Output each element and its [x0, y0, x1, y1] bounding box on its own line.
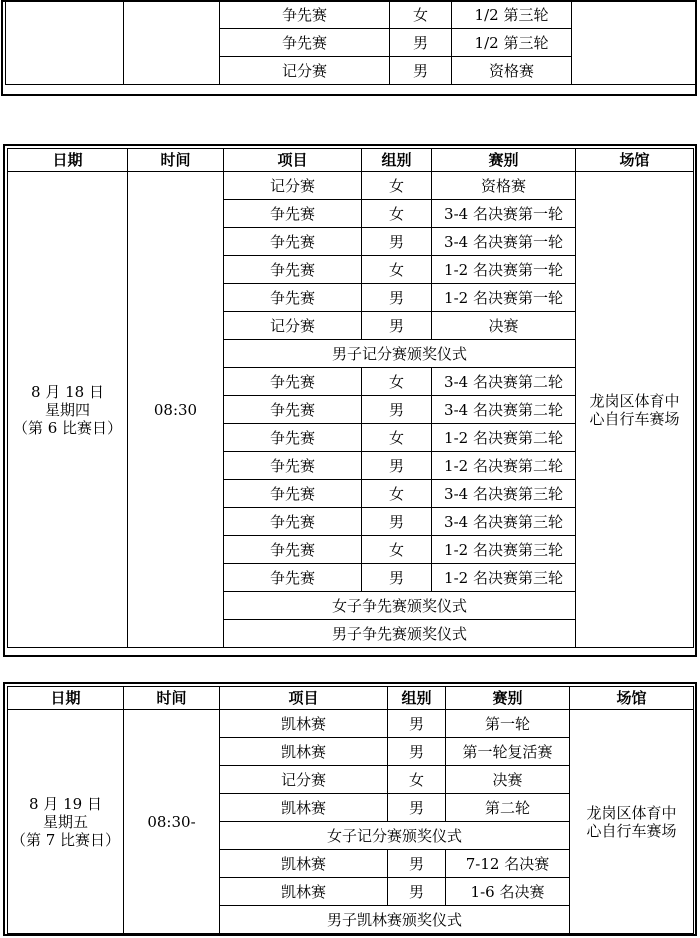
header-date: 日期 [8, 687, 124, 710]
event-cell: 争先赛 [224, 228, 362, 256]
group-cell: 男 [362, 452, 432, 480]
round-cell: 3-4 名决赛第一轮 [432, 200, 576, 228]
round-cell: 3-4 名决赛第三轮 [432, 480, 576, 508]
ceremony-cell: 男子记分赛颁奖仪式 [224, 340, 576, 368]
event-cell: 争先赛 [224, 508, 362, 536]
ceremony-cell: 女子记分赛颁奖仪式 [220, 822, 570, 850]
event-cell: 争先赛 [224, 424, 362, 452]
group-cell: 男 [390, 29, 452, 57]
round-cell: 第一轮复活赛 [446, 738, 570, 766]
group-cell: 女 [390, 1, 452, 29]
group-cell: 女 [388, 766, 446, 794]
group-cell: 男 [390, 57, 452, 85]
group-cell: 女 [362, 172, 432, 200]
round-cell: 1-2 名决赛第二轮 [432, 424, 576, 452]
date-cell [6, 1, 124, 85]
event-cell: 争先赛 [224, 284, 362, 312]
date-cell: 8 月 18 日 星期四 （第 6 比赛日） [8, 172, 128, 648]
event-cell: 凯林赛 [220, 738, 388, 766]
group-cell: 男 [362, 284, 432, 312]
round-cell: 决赛 [432, 312, 576, 340]
table-row [8, 710, 694, 738]
round-cell: 3-4 名决赛第二轮 [432, 396, 576, 424]
event-cell: 记分赛 [224, 172, 362, 200]
round-cell: 第二轮 [446, 794, 570, 822]
group-cell: 男 [362, 228, 432, 256]
event-cell: 凯林赛 [220, 794, 388, 822]
group-cell: 男 [362, 564, 432, 592]
venue-cell [572, 1, 696, 85]
time-cell: 08:30- [124, 710, 220, 934]
header-time: 时间 [128, 149, 224, 172]
header-row [8, 687, 694, 710]
round-cell: 1-2 名决赛第一轮 [432, 284, 576, 312]
event-cell: 凯林赛 [220, 710, 388, 738]
group-cell: 男 [388, 738, 446, 766]
event-cell: 争先赛 [224, 536, 362, 564]
venue-cell: 龙岗区体育中 心自行车赛场 [570, 710, 694, 934]
group-cell: 男 [388, 794, 446, 822]
group-cell: 女 [362, 536, 432, 564]
group-cell: 女 [362, 256, 432, 284]
header-venue: 场馆 [576, 149, 694, 172]
event-cell: 争先赛 [224, 200, 362, 228]
event-cell: 凯林赛 [220, 878, 388, 906]
event-cell: 记分赛 [220, 766, 388, 794]
event-cell: 记分赛 [220, 57, 390, 85]
header-row [8, 149, 694, 172]
round-cell: 资格赛 [432, 172, 576, 200]
group-cell: 男 [362, 396, 432, 424]
event-cell: 凯林赛 [220, 850, 388, 878]
group-cell: 男 [388, 710, 446, 738]
header-venue: 场馆 [570, 687, 694, 710]
group-cell: 男 [388, 878, 446, 906]
schedule-table-aug19 [7, 686, 694, 934]
round-cell: 1-2 名决赛第一轮 [432, 256, 576, 284]
round-cell: 3-4 名决赛第三轮 [432, 508, 576, 536]
event-cell: 争先赛 [224, 256, 362, 284]
group-cell: 男 [388, 850, 446, 878]
schedule-table-aug18 [7, 148, 694, 648]
event-cell: 争先赛 [220, 29, 390, 57]
round-cell: 第一轮 [446, 710, 570, 738]
header-date: 日期 [8, 149, 128, 172]
round-cell: 1/2 第三轮 [452, 29, 572, 57]
table-row [6, 1, 696, 29]
header-time: 时间 [124, 687, 220, 710]
group-cell: 男 [362, 508, 432, 536]
header-round: 赛别 [432, 149, 576, 172]
venue-cell: 龙岗区体育中 心自行车赛场 [576, 172, 694, 648]
round-cell: 1/2 第三轮 [452, 1, 572, 29]
event-cell: 争先赛 [224, 564, 362, 592]
round-cell: 资格赛 [452, 57, 572, 85]
event-cell: 争先赛 [224, 480, 362, 508]
event-cell: 争先赛 [220, 1, 390, 29]
event-cell: 争先赛 [224, 452, 362, 480]
group-cell: 女 [362, 480, 432, 508]
round-cell: 1-2 名决赛第二轮 [432, 452, 576, 480]
time-cell: 08:30 [128, 172, 224, 648]
group-cell: 女 [362, 368, 432, 396]
header-event: 项目 [224, 149, 362, 172]
table-row [8, 172, 694, 200]
header-group: 组别 [362, 149, 432, 172]
ceremony-cell: 男子凯林赛颁奖仪式 [220, 906, 570, 934]
header-event: 项目 [220, 687, 388, 710]
event-cell: 争先赛 [224, 368, 362, 396]
round-cell: 1-2 名决赛第三轮 [432, 564, 576, 592]
event-cell: 争先赛 [224, 396, 362, 424]
ceremony-cell: 男子争先赛颁奖仪式 [224, 620, 576, 648]
round-cell: 1-2 名决赛第三轮 [432, 536, 576, 564]
ceremony-cell: 女子争先赛颁奖仪式 [224, 592, 576, 620]
header-round: 赛别 [446, 687, 570, 710]
schedule-table-continued [5, 0, 696, 85]
event-cell: 记分赛 [224, 312, 362, 340]
group-cell: 女 [362, 424, 432, 452]
group-cell: 女 [362, 200, 432, 228]
group-cell: 男 [362, 312, 432, 340]
round-cell: 3-4 名决赛第一轮 [432, 228, 576, 256]
round-cell: 3-4 名决赛第二轮 [432, 368, 576, 396]
round-cell: 1-6 名决赛 [446, 878, 570, 906]
header-group: 组别 [388, 687, 446, 710]
date-cell: 8 月 19 日 星期五 （第 7 比赛日） [8, 710, 124, 934]
time-cell [124, 1, 220, 85]
round-cell: 决赛 [446, 766, 570, 794]
round-cell: 7-12 名决赛 [446, 850, 570, 878]
